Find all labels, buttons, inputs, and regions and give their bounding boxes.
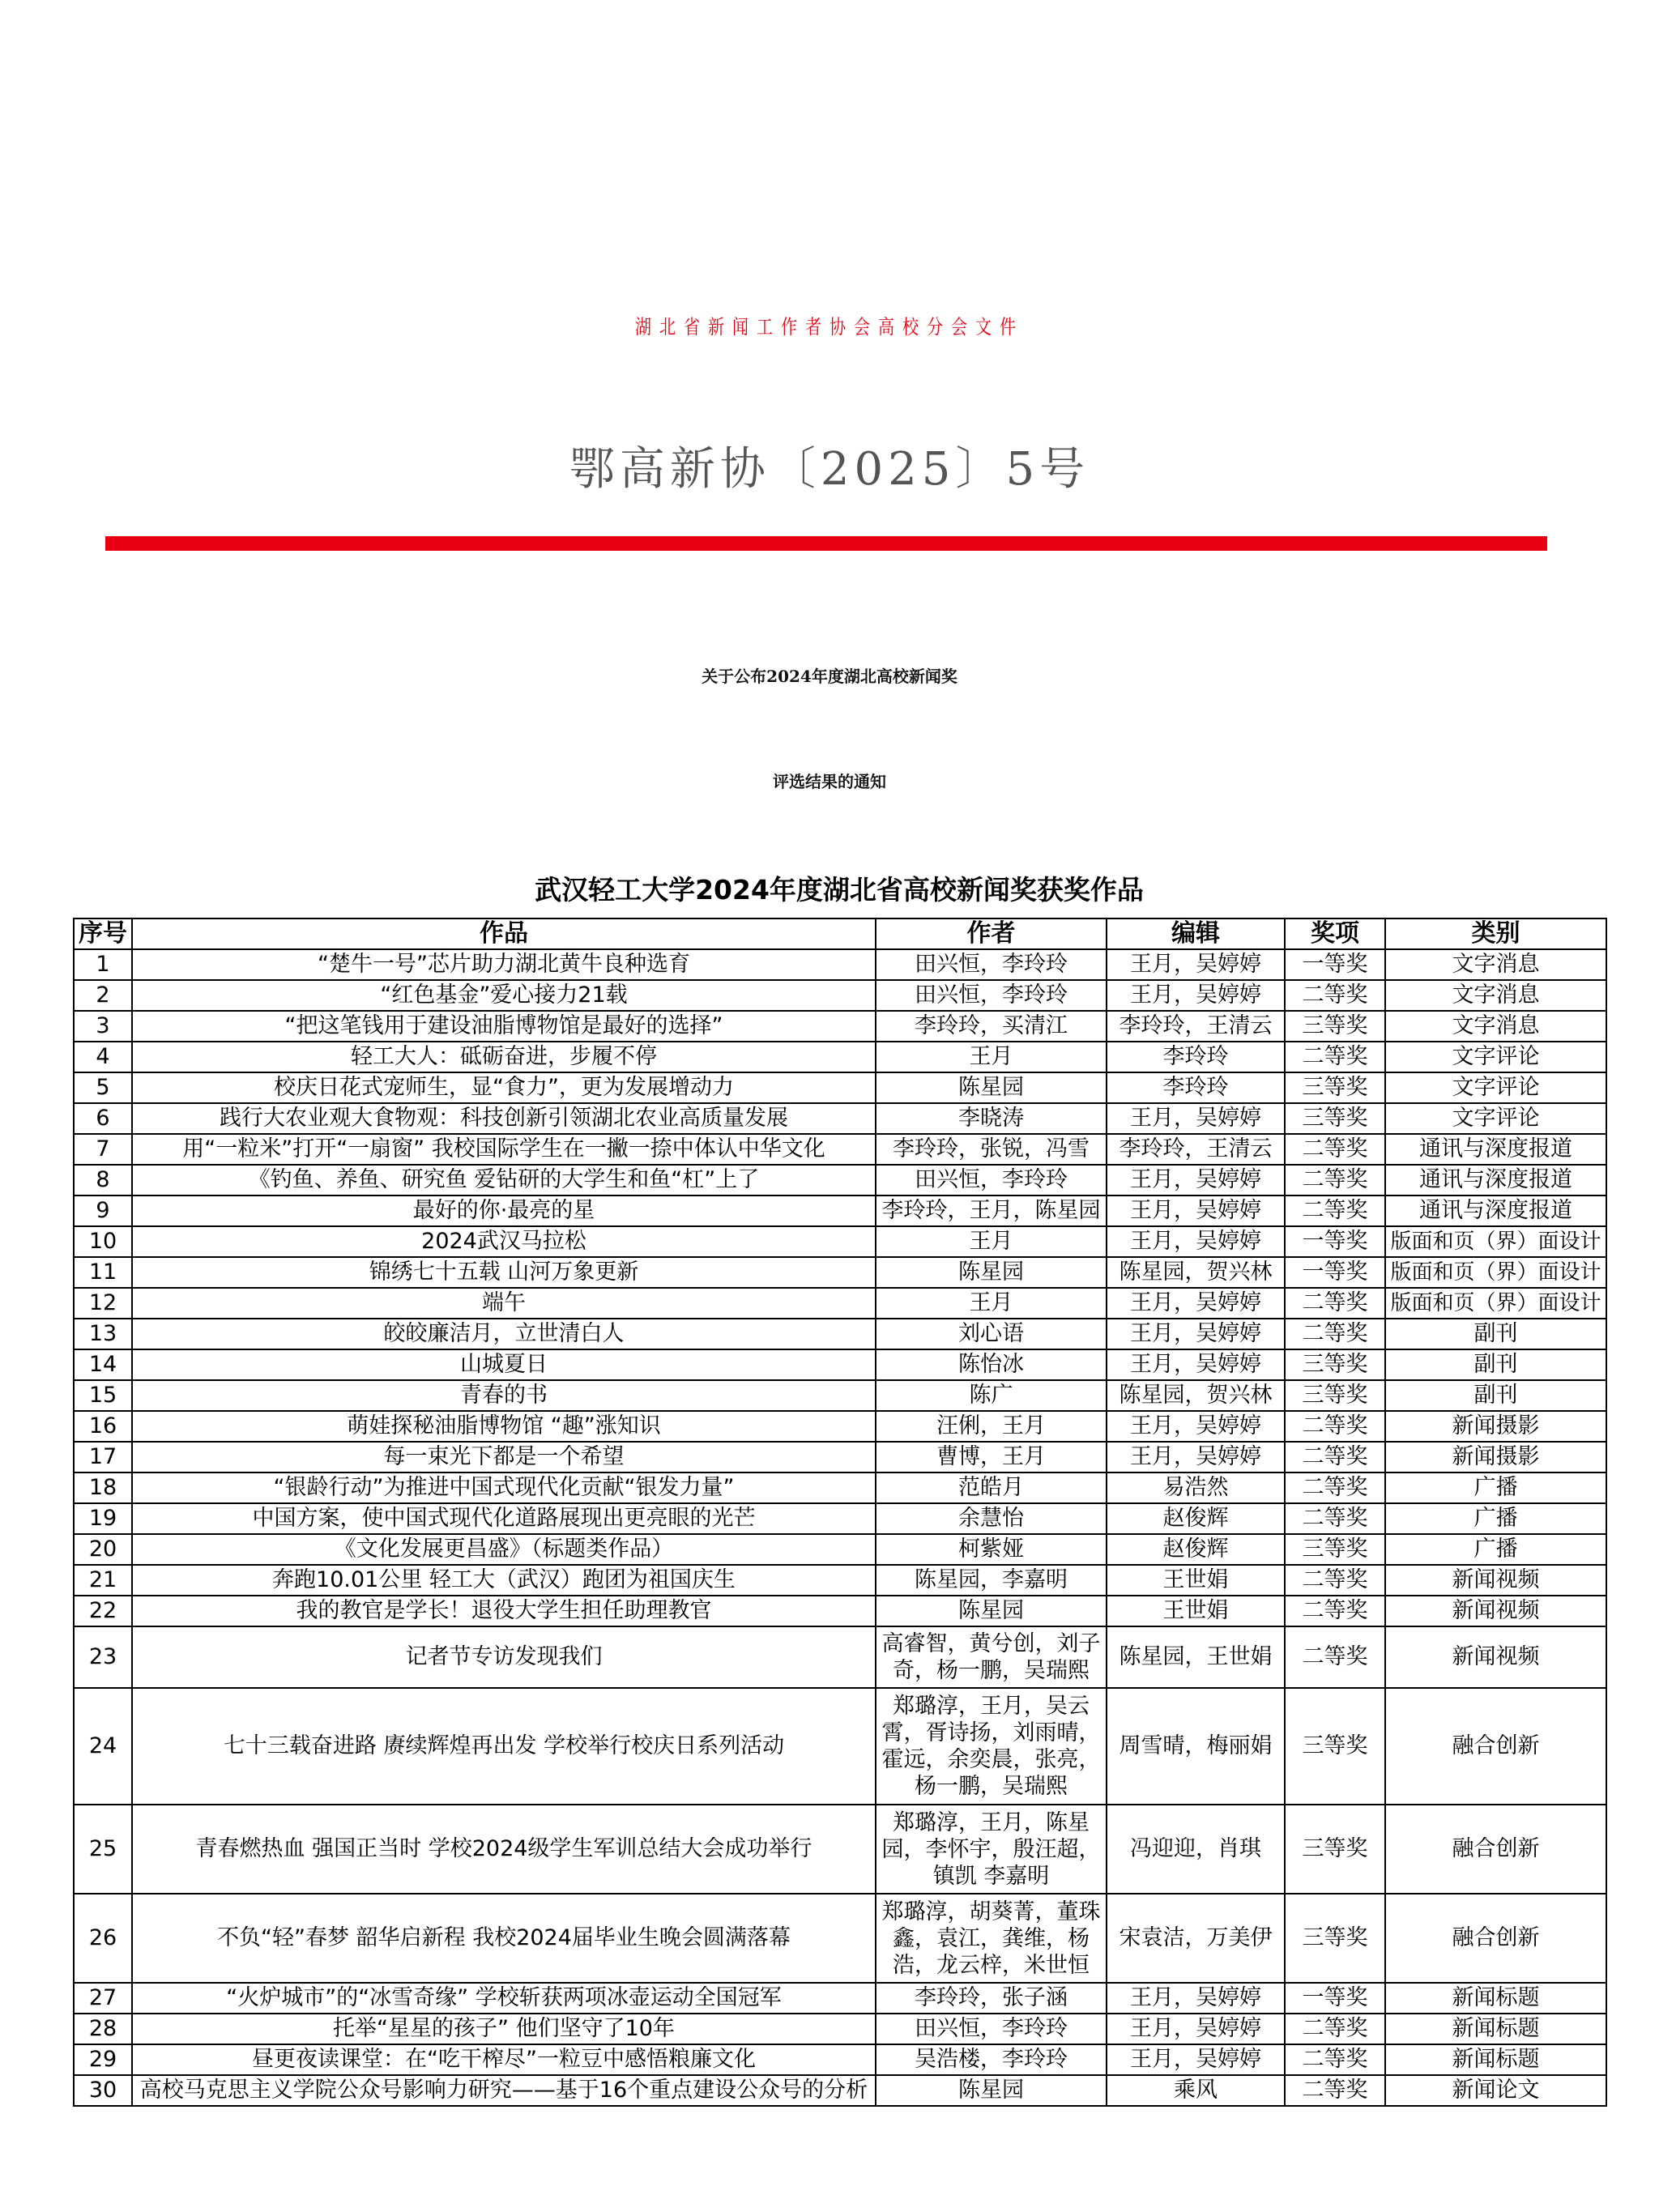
table-row <box>74 1257 1606 1288</box>
row-category: 广播 <box>1385 1503 1606 1534</box>
row-category: 版面和页（界）面设计 <box>1385 1226 1606 1257</box>
row-category: 版面和页（界）面设计 <box>1385 1257 1606 1288</box>
row-editor: 王月，吴婷婷 <box>1107 980 1285 1011</box>
row-category: 文字消息 <box>1385 949 1606 980</box>
row-award: 一等奖 <box>1285 1257 1385 1288</box>
table-row <box>74 1442 1606 1473</box>
row-work-title: “红色基金”爱心接力21载 <box>132 980 876 1011</box>
row-award: 三等奖 <box>1285 1534 1385 1565</box>
row-category: 新闻摄影 <box>1385 1442 1606 1473</box>
row-award: 二等奖 <box>1285 1626 1385 1688</box>
row-editor: 王世娟 <box>1107 1565 1285 1596</box>
awards-table-section <box>73 863 1606 2107</box>
row-author: 王月 <box>876 1042 1107 1072</box>
row-work-title: “把这笔钱用于建设油脂博物馆是最好的选择” <box>132 1011 876 1042</box>
row-number: 4 <box>74 1042 132 1072</box>
row-author: 田兴恒，李玲玲 <box>876 949 1107 980</box>
row-editor: 王月，吴婷婷 <box>1107 1103 1285 1134</box>
row-award: 二等奖 <box>1285 1196 1385 1226</box>
row-category: 通讯与深度报道 <box>1385 1196 1606 1226</box>
row-author: 郑璐淳，王月，吴云霄，胥诗扬，刘雨晴，霍远，余奕晨，张亮，杨一鹏，吴瑞熙 <box>876 1688 1107 1805</box>
row-author: 陈星园 <box>876 1072 1107 1103</box>
row-editor: 王月，吴婷婷 <box>1107 1226 1285 1257</box>
row-award: 二等奖 <box>1285 1134 1385 1165</box>
row-editor: 李玲玲，王清云 <box>1107 1134 1285 1165</box>
row-editor: 陈星园，王世娟 <box>1107 1626 1285 1688</box>
row-work-title: 2024武汉马拉松 <box>132 1226 876 1257</box>
row-category: 副刊 <box>1385 1380 1606 1411</box>
table-row <box>74 1688 1606 1805</box>
row-editor: 李玲玲，王清云 <box>1107 1011 1285 1042</box>
table-row <box>74 1072 1606 1103</box>
row-author: 李玲玲，张子涵 <box>876 1983 1107 2014</box>
row-editor: 王月，吴婷婷 <box>1107 1442 1285 1473</box>
row-number: 21 <box>74 1565 132 1596</box>
row-author: 余慧怡 <box>876 1503 1107 1534</box>
table-row <box>74 1226 1606 1257</box>
row-number: 22 <box>74 1596 132 1626</box>
row-number: 14 <box>74 1349 132 1380</box>
row-work-title: 记者节专访发现我们 <box>132 1626 876 1688</box>
row-category: 融合创新 <box>1385 1805 1606 1894</box>
row-author: 郑璐淳，胡葵菁，董珠鑫，袁江，龚维，杨浩，龙云梓，米世恒 <box>876 1894 1107 1983</box>
row-work-title: 不负“轻”春梦 韶华启新程 我校2024届毕业生晚会圆满落幕 <box>132 1894 876 1983</box>
row-work-title: 《钓鱼、养鱼、研究鱼 爱钻研的大学生和鱼“杠”上了 <box>132 1165 876 1196</box>
row-award: 二等奖 <box>1285 2075 1385 2106</box>
row-editor: 冯迎迎，肖琪 <box>1107 1805 1285 1894</box>
row-category: 文字消息 <box>1385 980 1606 1011</box>
row-author: 刘心语 <box>876 1319 1107 1349</box>
row-number: 6 <box>74 1103 132 1134</box>
row-author: 郑璐淳，王月，陈星园，李怀宇，殷汪超，镇凯 李嘉明 <box>876 1805 1107 1894</box>
awards-table <box>73 918 1607 2107</box>
notice-title-line-1: 关于公布2024年度湖北高校新闻奖 <box>702 667 957 686</box>
row-number: 7 <box>74 1134 132 1165</box>
table-header-row <box>74 918 1606 949</box>
row-editor: 王月，吴婷婷 <box>1107 2044 1285 2075</box>
row-author: 李玲玲，王月，陈星园 <box>876 1196 1107 1226</box>
table-row <box>74 1626 1606 1688</box>
table-row <box>74 2075 1606 2106</box>
row-category: 新闻标题 <box>1385 1983 1606 2014</box>
row-author: 陈星园 <box>876 1596 1107 1626</box>
row-award: 二等奖 <box>1285 1565 1385 1596</box>
row-author: 王月 <box>876 1226 1107 1257</box>
row-category: 新闻视频 <box>1385 1626 1606 1688</box>
row-work-title: 托举“星星的孩子” 他们坚守了10年 <box>132 2014 876 2044</box>
table-row <box>74 1319 1606 1349</box>
row-category: 新闻论文 <box>1385 2075 1606 2106</box>
row-award: 二等奖 <box>1285 1042 1385 1072</box>
row-author: 陈怡冰 <box>876 1349 1107 1380</box>
row-number: 24 <box>74 1688 132 1805</box>
row-author: 王月 <box>876 1288 1107 1319</box>
row-author: 陈星园 <box>876 2075 1107 2106</box>
table-row <box>74 1196 1606 1226</box>
row-award: 二等奖 <box>1285 1596 1385 1626</box>
row-number: 30 <box>74 2075 132 2106</box>
table-row <box>74 1288 1606 1319</box>
table-row <box>74 1380 1606 1411</box>
row-category: 新闻视频 <box>1385 1565 1606 1596</box>
row-work-title: 我的教官是学长！退役大学生担任助理教官 <box>132 1596 876 1626</box>
row-award: 一等奖 <box>1285 949 1385 980</box>
table-row <box>74 1596 1606 1626</box>
row-category: 文字评论 <box>1385 1103 1606 1134</box>
table-row <box>74 1134 1606 1165</box>
row-work-title: 用“一粒米”打开“一扇窗” 我校国际学生在一撇一捺中体认中华文化 <box>132 1134 876 1165</box>
row-number: 15 <box>74 1380 132 1411</box>
row-work-title: 每一束光下都是一个希望 <box>132 1442 876 1473</box>
row-author: 范皓月 <box>876 1473 1107 1503</box>
row-award: 三等奖 <box>1285 1894 1385 1983</box>
issuer-title: 湖北省新闻工作者协会高校分会文件 <box>635 315 1024 339</box>
table-row <box>74 1165 1606 1196</box>
row-award: 一等奖 <box>1285 1983 1385 2014</box>
row-editor: 宋袁洁，万美伊 <box>1107 1894 1285 1983</box>
row-category: 广播 <box>1385 1473 1606 1503</box>
row-editor: 王月，吴婷婷 <box>1107 1349 1285 1380</box>
row-number: 12 <box>74 1288 132 1319</box>
row-work-title: 奔跑10.01公里 轻工大（武汉）跑团为祖国庆生 <box>132 1565 876 1596</box>
row-number: 25 <box>74 1805 132 1894</box>
row-work-title: 七十三载奋进路 赓续辉煌再出发 学校举行校庆日系列活动 <box>132 1688 876 1805</box>
header-award: 奖项 <box>1285 918 1385 949</box>
table-row <box>74 1011 1606 1042</box>
row-author: 李玲玲，买清江 <box>876 1011 1107 1042</box>
row-award: 三等奖 <box>1285 1688 1385 1805</box>
table-row <box>74 1473 1606 1503</box>
row-author: 柯紫娅 <box>876 1534 1107 1565</box>
header-category: 类别 <box>1385 918 1606 949</box>
row-award: 二等奖 <box>1285 1165 1385 1196</box>
row-editor: 王月，吴婷婷 <box>1107 1319 1285 1349</box>
row-editor: 易浩然 <box>1107 1473 1285 1503</box>
row-editor: 王月，吴婷婷 <box>1107 1983 1285 2014</box>
row-work-title: 践行大农业观大食物观：科技创新引领湖北农业高质量发展 <box>132 1103 876 1134</box>
row-category: 通讯与深度报道 <box>1385 1165 1606 1196</box>
row-editor: 王月，吴婷婷 <box>1107 949 1285 980</box>
row-category: 新闻标题 <box>1385 2014 1606 2044</box>
row-work-title: “银龄行动”为推进中国式现代化贡献“银发力量” <box>132 1473 876 1503</box>
row-number: 23 <box>74 1626 132 1688</box>
row-award: 二等奖 <box>1285 1411 1385 1442</box>
row-work-title: 青春的书 <box>132 1380 876 1411</box>
row-number: 20 <box>74 1534 132 1565</box>
row-author: 高睿智，黄兮创，刘子奇，杨一鹏，吴瑞熙 <box>876 1626 1107 1688</box>
table-row <box>74 2044 1606 2075</box>
row-editor: 王月，吴婷婷 <box>1107 2014 1285 2044</box>
row-work-title: 萌娃探秘油脂博物馆 “趣”涨知识 <box>132 1411 876 1442</box>
row-award: 二等奖 <box>1285 1503 1385 1534</box>
table-row <box>74 1534 1606 1565</box>
row-work-title: “楚牛一号”芯片助力湖北黄牛良种选育 <box>132 949 876 980</box>
row-category: 文字评论 <box>1385 1072 1606 1103</box>
row-number: 11 <box>74 1257 132 1288</box>
row-category: 版面和页（界）面设计 <box>1385 1288 1606 1319</box>
table-row <box>74 1983 1606 2014</box>
row-category: 融合创新 <box>1385 1894 1606 1983</box>
document-number: 鄂高新协〔2025〕5号 <box>569 443 1090 496</box>
header-author: 作者 <box>876 918 1107 949</box>
table-row <box>74 1042 1606 1072</box>
row-editor: 陈星园，贺兴林 <box>1107 1257 1285 1288</box>
row-award: 二等奖 <box>1285 2044 1385 2075</box>
row-category: 通讯与深度报道 <box>1385 1134 1606 1165</box>
row-category: 新闻标题 <box>1385 2044 1606 2075</box>
table-row <box>74 2014 1606 2044</box>
header-no: 序号 <box>74 918 132 949</box>
row-number: 17 <box>74 1442 132 1473</box>
table-row <box>74 949 1606 980</box>
row-category: 副刊 <box>1385 1319 1606 1349</box>
row-editor: 王月，吴婷婷 <box>1107 1411 1285 1442</box>
row-author: 曹博，王月 <box>876 1442 1107 1473</box>
row-number: 8 <box>74 1165 132 1196</box>
row-author: 田兴恒，李玲玲 <box>876 980 1107 1011</box>
row-number: 26 <box>74 1894 132 1983</box>
row-work-title: 中国方案，使中国式现代化道路展现出更亮眼的光芒 <box>132 1503 876 1534</box>
row-work-title: 端午 <box>132 1288 876 1319</box>
row-award: 三等奖 <box>1285 1072 1385 1103</box>
row-work-title: 最好的你·最亮的星 <box>132 1196 876 1226</box>
table-row <box>74 1349 1606 1380</box>
row-category: 副刊 <box>1385 1349 1606 1380</box>
row-number: 16 <box>74 1411 132 1442</box>
row-award: 三等奖 <box>1285 1349 1385 1380</box>
row-award: 一等奖 <box>1285 1226 1385 1257</box>
row-work-title: 轻工大人：砥砺奋进，步履不停 <box>132 1042 876 1072</box>
table-row <box>74 1805 1606 1894</box>
row-editor: 陈星园，贺兴林 <box>1107 1380 1285 1411</box>
table-row <box>74 1894 1606 1983</box>
row-award: 二等奖 <box>1285 1442 1385 1473</box>
row-number: 3 <box>74 1011 132 1042</box>
row-number: 9 <box>74 1196 132 1226</box>
row-award: 二等奖 <box>1285 1473 1385 1503</box>
table-row <box>74 1103 1606 1134</box>
row-award: 三等奖 <box>1285 1380 1385 1411</box>
row-author: 陈星园 <box>876 1257 1107 1288</box>
row-category: 融合创新 <box>1385 1688 1606 1805</box>
row-category: 广播 <box>1385 1534 1606 1565</box>
row-award: 三等奖 <box>1285 1103 1385 1134</box>
header-work: 作品 <box>132 918 876 949</box>
row-work-title: 山城夏日 <box>132 1349 876 1380</box>
row-number: 1 <box>74 949 132 980</box>
row-editor: 赵俊辉 <box>1107 1503 1285 1534</box>
row-award: 二等奖 <box>1285 980 1385 1011</box>
row-work-title: “火炉城市”的“冰雪奇缘” 学校斩获两项冰壶运动全国冠军 <box>132 1983 876 2014</box>
row-editor: 王世娟 <box>1107 1596 1285 1626</box>
row-award: 二等奖 <box>1285 1288 1385 1319</box>
row-author: 李晓涛 <box>876 1103 1107 1134</box>
notice-title-line-2: 评选结果的通知 <box>773 772 886 791</box>
row-award: 三等奖 <box>1285 1805 1385 1894</box>
row-work-title: 皎皎廉洁月，立世清白人 <box>132 1319 876 1349</box>
row-work-title: 昼更夜读课堂：在“吃干榨尽”一粒豆中感悟粮廉文化 <box>132 2044 876 2075</box>
row-work-title: 校庆日花式宠师生，显“食力”，更为发展增动力 <box>132 1072 876 1103</box>
row-category: 文字评论 <box>1385 1042 1606 1072</box>
row-work-title: 《文化发展更昌盛》（标题类作品） <box>132 1534 876 1565</box>
row-editor: 周雪晴，梅丽娟 <box>1107 1688 1285 1805</box>
red-divider-line <box>105 536 1547 551</box>
row-author: 李玲玲，张锐，冯雪 <box>876 1134 1107 1165</box>
row-number: 27 <box>74 1983 132 2014</box>
row-editor: 王月，吴婷婷 <box>1107 1196 1285 1226</box>
row-number: 18 <box>74 1473 132 1503</box>
row-editor: 赵俊辉 <box>1107 1534 1285 1565</box>
row-award: 二等奖 <box>1285 1319 1385 1349</box>
row-work-title: 锦绣七十五载 山河万象更新 <box>132 1257 876 1288</box>
row-editor: 李玲玲 <box>1107 1042 1285 1072</box>
row-category: 新闻视频 <box>1385 1596 1606 1626</box>
row-author: 田兴恒，李玲玲 <box>876 2014 1107 2044</box>
row-editor: 王月，吴婷婷 <box>1107 1165 1285 1196</box>
table-row <box>74 980 1606 1011</box>
header-editor: 编辑 <box>1107 918 1285 949</box>
row-award: 二等奖 <box>1285 2014 1385 2044</box>
row-number: 10 <box>74 1226 132 1257</box>
table-caption: 武汉轻工大学2024年度湖北省高校新闻奖获奖作品 <box>535 874 1144 906</box>
row-author: 陈星园，李嘉明 <box>876 1565 1107 1596</box>
row-number: 2 <box>74 980 132 1011</box>
row-work-title: 青春燃热血 强国正当时 学校2024级学生军训总结大会成功举行 <box>132 1805 876 1894</box>
row-category: 文字消息 <box>1385 1011 1606 1042</box>
row-number: 29 <box>74 2044 132 2075</box>
row-number: 13 <box>74 1319 132 1349</box>
row-work-title: 高校马克思主义学院公众号影响力研究——基于16个重点建设公众号的分析 <box>132 2075 876 2106</box>
row-author: 陈广 <box>876 1380 1107 1411</box>
row-award: 三等奖 <box>1285 1011 1385 1042</box>
table-row <box>74 1411 1606 1442</box>
row-number: 19 <box>74 1503 132 1534</box>
row-editor: 李玲玲 <box>1107 1072 1285 1103</box>
row-author: 田兴恒，李玲玲 <box>876 1165 1107 1196</box>
table-row <box>74 1565 1606 1596</box>
row-author: 汪俐，王月 <box>876 1411 1107 1442</box>
row-editor: 乘风 <box>1107 2075 1285 2106</box>
notice-title <box>0 624 1659 834</box>
table-row <box>74 1503 1606 1534</box>
row-author: 吴浩楼，李玲玲 <box>876 2044 1107 2075</box>
row-number: 28 <box>74 2014 132 2044</box>
row-number: 5 <box>74 1072 132 1103</box>
row-editor: 王月，吴婷婷 <box>1107 1288 1285 1319</box>
row-category: 新闻摄影 <box>1385 1411 1606 1442</box>
